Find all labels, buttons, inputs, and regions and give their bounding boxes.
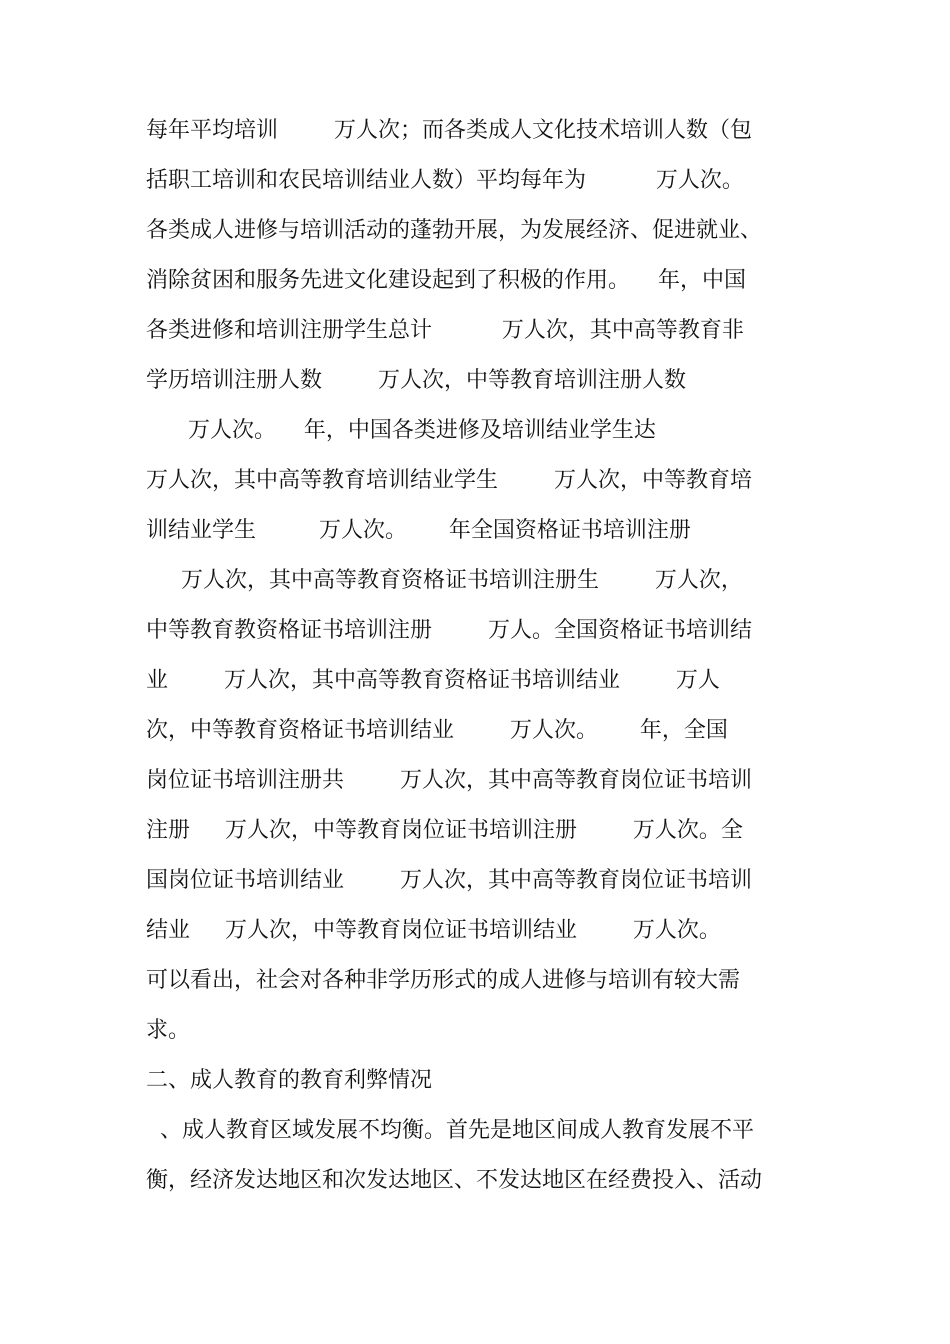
body-text-line: 业 万人次，其中高等教育资格证书培训结业 万人 — [146, 668, 720, 693]
body-text-line: 各类进修和培训注册学生总计 万人次，其中高等教育非 — [146, 318, 744, 343]
body-text-line: 各类成人进修与培训活动的蓬勃开展，为发展经济、促进就业、 — [146, 218, 763, 243]
body-text-line: 次，中等教育资格证书培训结业 万人次。 年，全国 — [146, 718, 728, 743]
body-text-line: 求。 — [146, 1018, 191, 1043]
body-text-line: 注册 万人次，中等教育岗位证书培训注册 万人次。全 — [146, 818, 743, 843]
body-text-line: 万人次。 年，中国各类进修及培训结业学生达 — [146, 418, 656, 443]
body-text-line: 衡，经济发达地区和次发达地区、不发达地区在经费投入、活动 — [146, 1168, 763, 1193]
body-text-line: 中等教育教资格证书培训注册 万人。全国资格证书培训结 — [146, 618, 752, 643]
body-text-line: 、成人教育区域发展不均衡。首先是地区间成人教育发展不平 — [146, 1118, 754, 1143]
body-text-line: 可以看出，社会对各种非学历形式的成人进修与培训有较大需 — [146, 968, 741, 993]
body-text-line: 训结业学生 万人次。 年全国资格证书培训注册 — [146, 518, 691, 543]
body-text-line: 岗位证书培训注册共 万人次，其中高等教育岗位证书培训 — [146, 768, 752, 793]
body-text-line: 结业 万人次，中等教育岗位证书培训结业 万人次。 — [146, 918, 721, 943]
body-text-line: 学历培训注册人数 万人次，中等教育培训注册人数 — [146, 368, 686, 393]
body-text-line: 括职工培训和农民培训结业人数）平均每年为 万人次。 — [146, 168, 744, 193]
section-heading: 二、成人教育的教育利弊情况 — [146, 1068, 433, 1093]
body-text-line: 万人次，其中高等教育资格证书培训注册生 万人次， — [146, 568, 743, 593]
body-text-line: 消除贫困和服务先进文化建设起到了积极的作用。 年，中国 — [146, 268, 746, 293]
body-text-line: 每年平均培训 万人次；而各类成人文化技术培训人数（包 — [146, 118, 752, 143]
body-text-line: 国岗位证书培训结业 万人次，其中高等教育岗位证书培训 — [146, 868, 752, 893]
body-text-line: 万人次，其中高等教育培训结业学生 万人次，中等教育培 — [146, 468, 752, 493]
